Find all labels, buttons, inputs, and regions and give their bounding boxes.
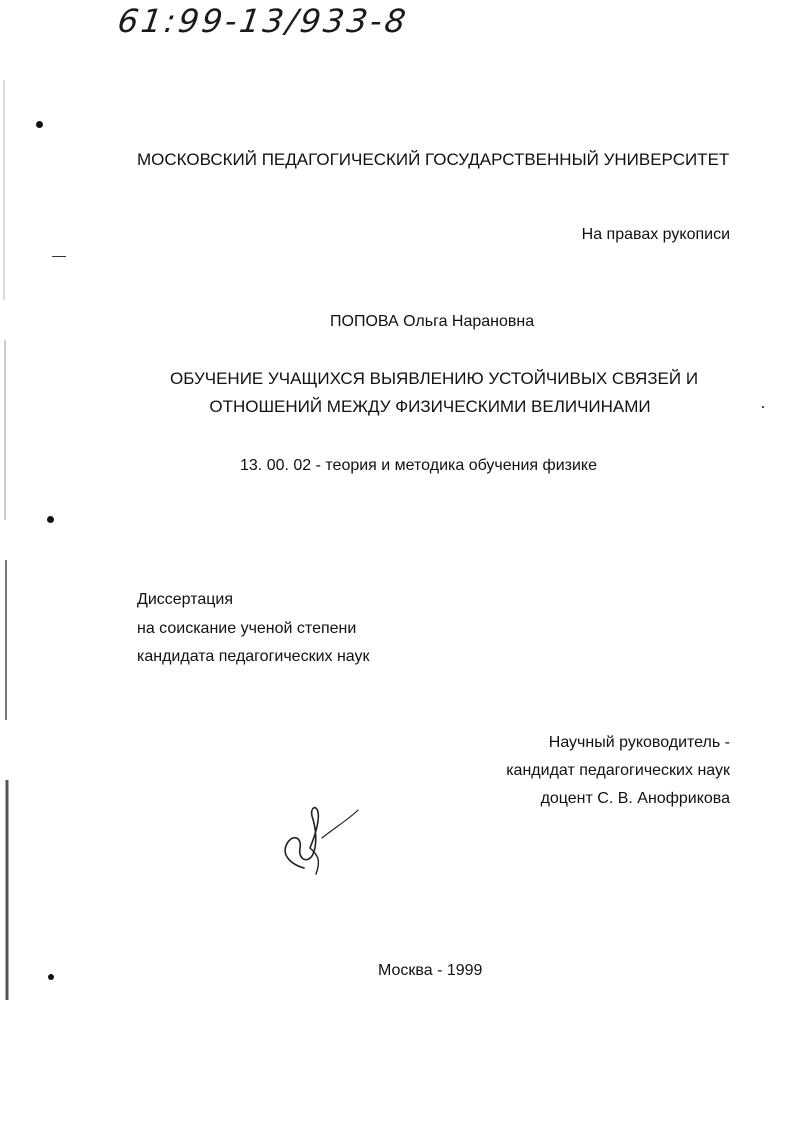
rights-note: На правах рукописи — [581, 226, 730, 243]
author-name: ПОПОВА Ольга Нарановна — [330, 313, 535, 330]
supervisor-degree: кандидат педагогических наук — [506, 762, 730, 779]
archive-number: 61:99-13/933-8 — [115, 2, 411, 40]
signature — [270, 798, 370, 882]
degree-line-1: на соискание ученой степени — [137, 620, 357, 637]
supervisor-label: Научный руководитель - — [548, 734, 730, 751]
scan-edge-artifact — [0, 0, 14, 1124]
university-name: МОСКОВСКИЙ ПЕДАГОГИЧЕСКИЙ ГОСУДАРСТВЕННЫЙ УНИВЕРСИТЕТ — [137, 150, 730, 169]
dissertation-title-line-1: ОБУЧЕНИЕ УЧАЩИХСЯ ВЫЯВЛЕНИЮ УСТОЙЧИВЫХ СВЯЗЕЙ И — [169, 369, 699, 388]
scan-speck — [52, 256, 66, 257]
scan-speck — [47, 516, 54, 523]
scan-speck — [36, 121, 43, 128]
supervisor-name: доцент С. В. Анофрикова — [540, 790, 730, 807]
city-year: Москва - 1999 — [378, 962, 483, 979]
scan-speck — [48, 974, 54, 980]
dissertation-label: Диссертация — [137, 591, 234, 608]
dissertation-title-line-2: ОТНОШЕНИЙ МЕЖДУ ФИЗИЧЕСКИМИ ВЕЛИЧИНАМИ — [209, 397, 651, 416]
specialty-code: 13. 00. 02 - теория и методика обучения физике — [240, 457, 597, 474]
degree-line-2: кандидата педагогических наук — [137, 648, 370, 665]
